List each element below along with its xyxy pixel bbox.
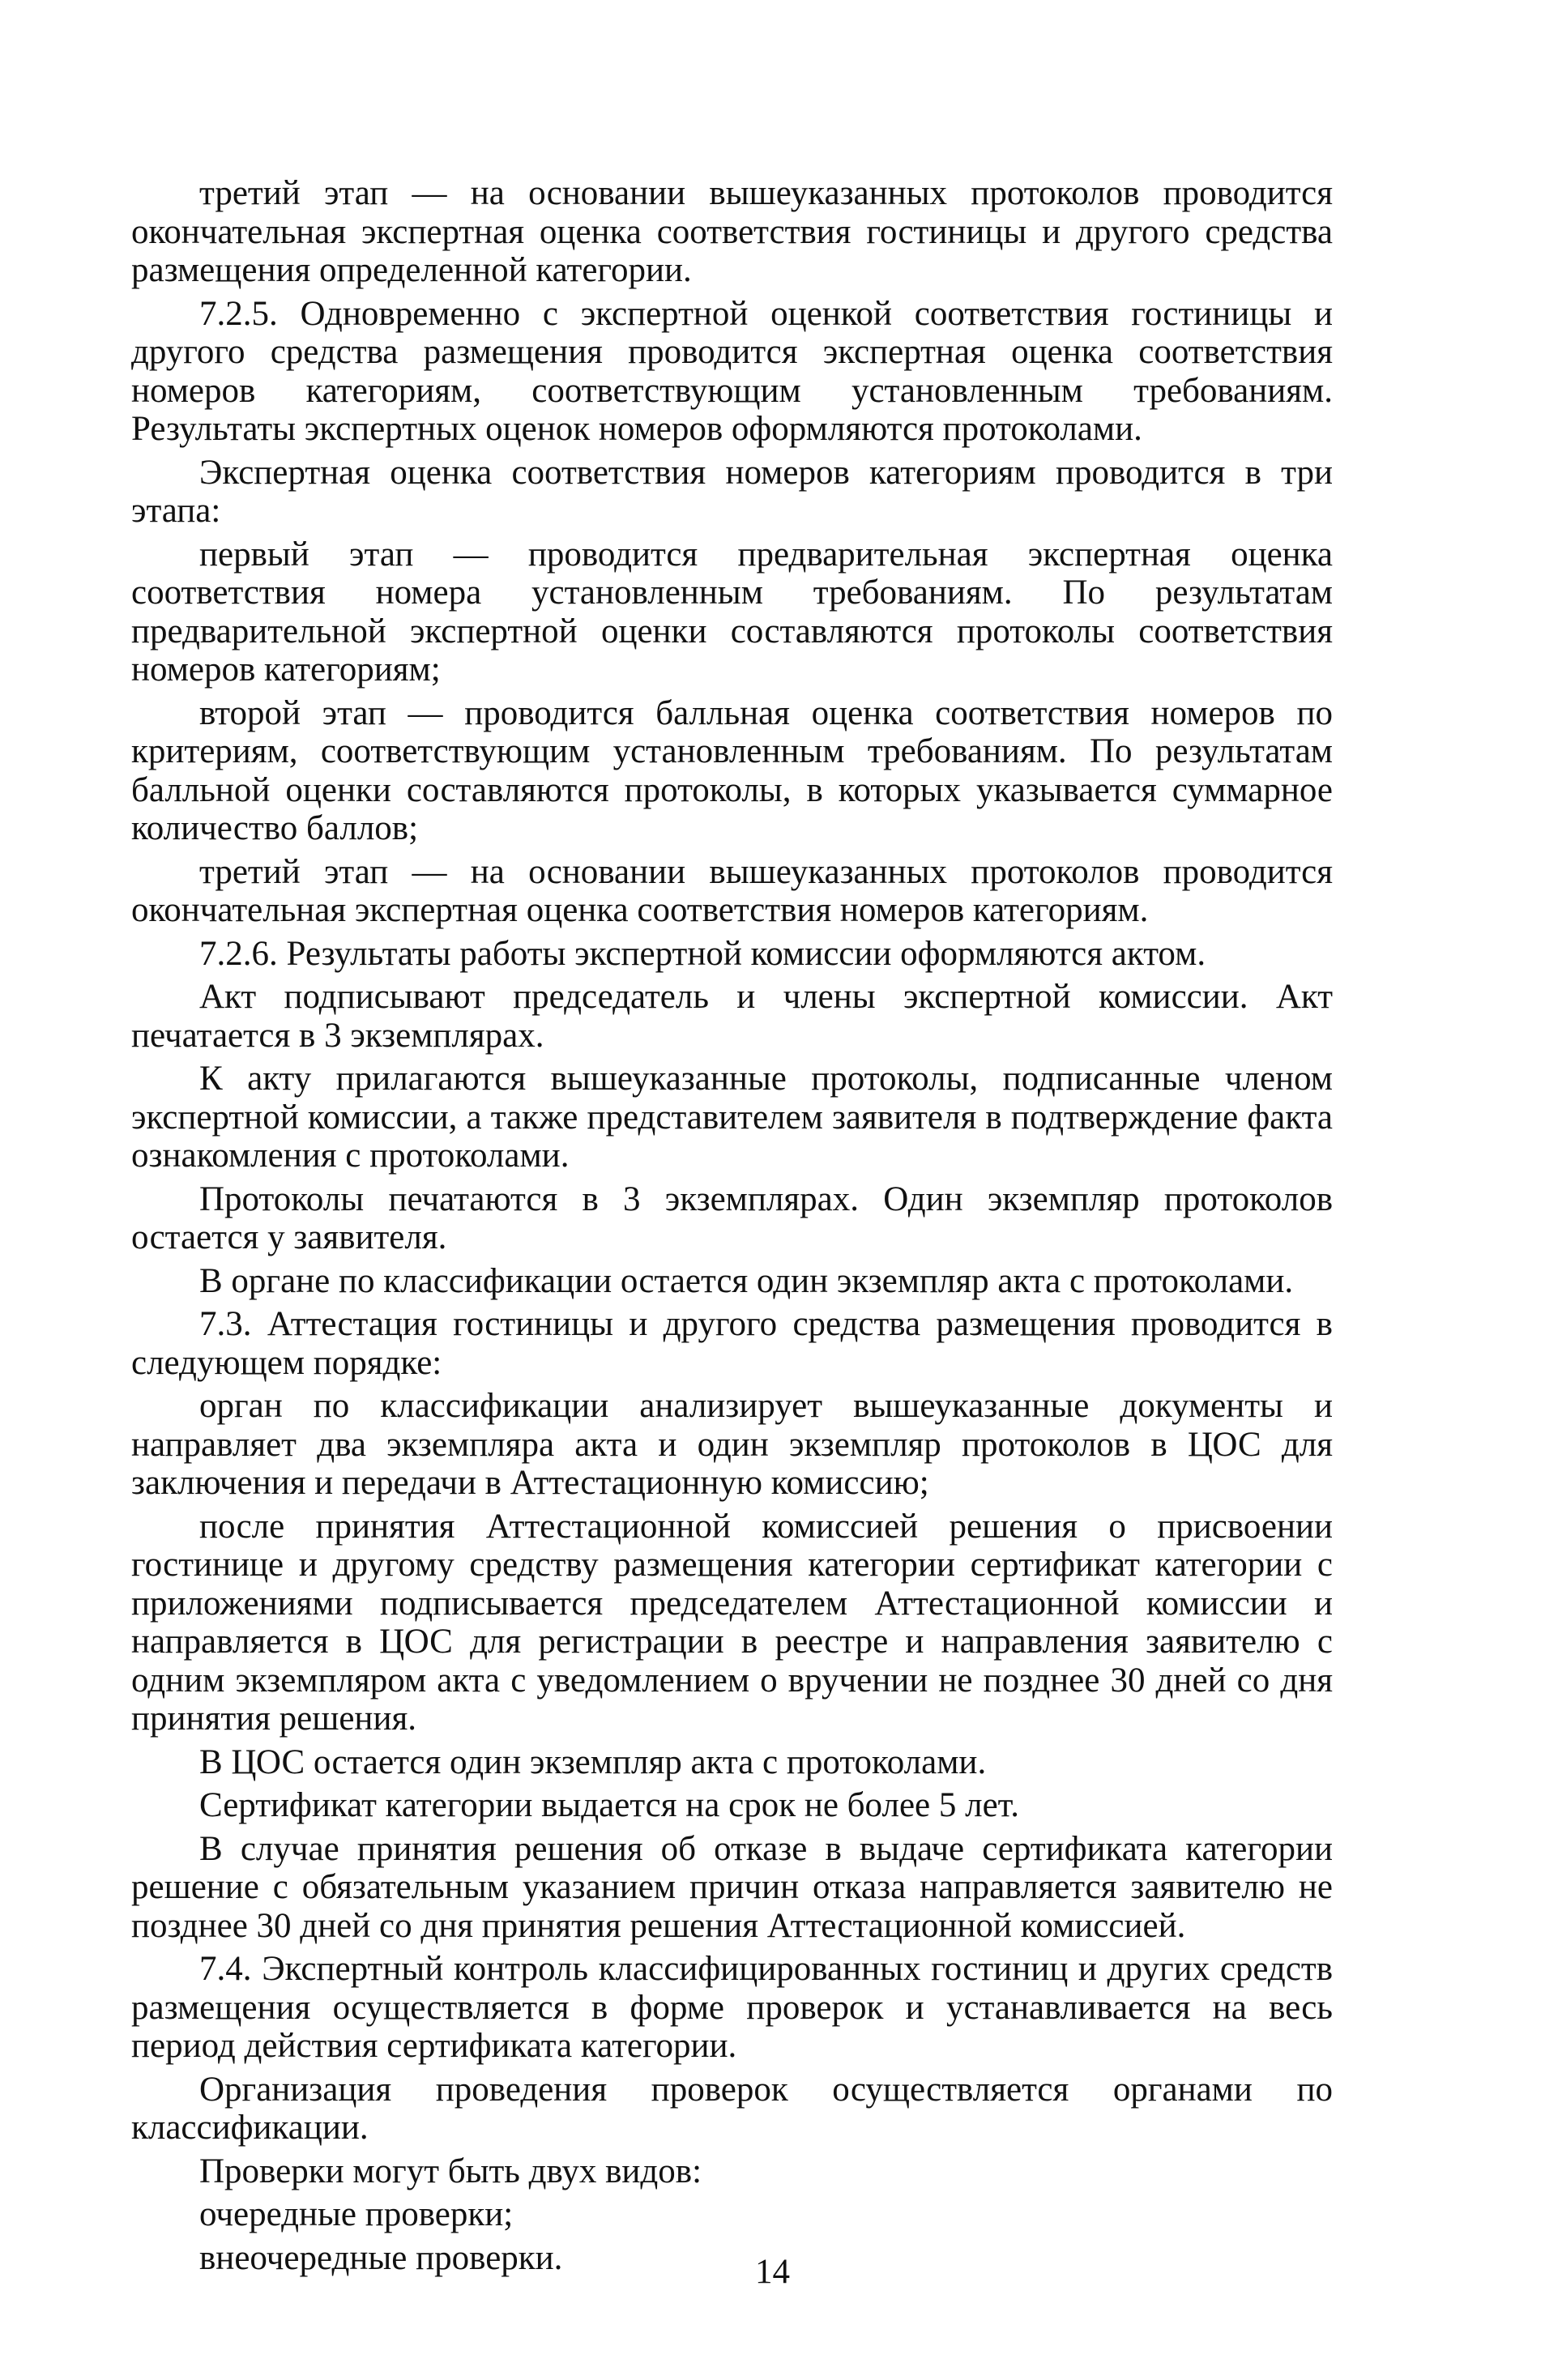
paragraph: Акт подписывают председатель и члены экспертной комиссии. Акт печатается в 3 экземплярах. — [131, 978, 1333, 1055]
paragraph: 7.3. Аттестация гостиницы и другого средства размещения проводится в следующем порядке: — [131, 1305, 1333, 1382]
page-body — [131, 174, 1333, 2282]
paragraph: орган по классификации анализирует вышеуказанные документы и направляет два экземпляра акта и один экземпляр протоколов в ЦОС для заключения и передачи в Аттестационную комиссию; — [131, 1387, 1333, 1502]
paragraph: Протоколы печатаются в 3 экземплярах. Один экземпляр протоколов остается у заявителя. — [131, 1179, 1333, 1256]
paragraph: 7.4. Экспертный контроль классифицированных гостиниц и других средств размещения осуществляется в форме проверок и устанавливается на весь период действия сертификата категории. — [131, 1950, 1333, 2065]
paragraph: Проверки могут быть двух видов: — [199, 2152, 702, 2190]
paragraph: внеочередные проверки. — [199, 2238, 563, 2277]
paragraph: 7.2.5. Одновременно с экспертной оценкой соответствия гостиницы и другого средства размещения проводится экспертная оценка соответствия номеров категориям, соответствующим установленным требованиям. Результаты экспертных оценок номеров оформляются протоколами. — [131, 294, 1333, 448]
paragraph: Сертификат категории выдается на срок не более 5 лет. — [199, 1786, 1019, 1824]
paragraph: К акту прилагаются вышеуказанные протоколы, подписанные членом экспертной комиссии, а также представителем заявителя в подтверждение факта ознакомления с протоколами. — [131, 1060, 1333, 1175]
paragraph: после принятия Аттестационной комиссией решения о присвоении гостинице и другому средству размещения категории сертификат категории с приложениями подписывается председателем Аттестационной комиссии и направляется в ЦОС для регистрации в реестре и направления заявителю с одним экземпляром акта с уведомлением о вручении не позднее 30 дней со дня принятия решения. — [131, 1507, 1333, 1738]
paragraph: очередные проверки; — [199, 2195, 514, 2233]
paragraph: Организация проведения проверок осуществляется органами по классификации. — [131, 2070, 1333, 2147]
paragraph: третий этап — на основании вышеуказанных протоколов проводится окончательная экспертная оценка соответствия номеров категориям. — [131, 852, 1333, 929]
paragraph: третий этап — на основании вышеуказанных протоколов проводится окончательная экспертная оценка соответствия гостиницы и другого средства размещения определенной категории. — [131, 174, 1333, 289]
paragraph: второй этап — проводится балльная оценка соответствия номеров по критериям, соответствующим установленным требованиям. По результатам балльной оценки составляются протоколы, в которых указывается суммарное количество баллов; — [131, 693, 1333, 847]
paragraph: В органе по классификации остается один экземпляр акта с протоколами. — [199, 1261, 1294, 1300]
paragraph: В ЦОС остается один экземпляр акта с протоколами. — [199, 1742, 987, 1781]
paragraph: 7.2.6. Результаты работы экспертной комиссии оформляются актом. — [199, 934, 1206, 973]
paragraph: Экспертная оценка соответствия номеров категориям проводится в три этапа: — [131, 453, 1333, 530]
paragraph: первый этап — проводится предварительная экспертная оценка соответствия номера установленным требованиям. По результатам предварительной экспертной оценки составляются протоколы соответствия номеров категориям; — [131, 535, 1333, 689]
paragraph: В случае принятия решения об отказе в выдаче сертификата категории решение с обязательным указанием причин отказа направляется заявителю не позднее 30 дней со дня принятия решения Аттестационной комиссией. — [131, 1829, 1333, 1945]
page-number: 14 — [755, 2253, 790, 2291]
